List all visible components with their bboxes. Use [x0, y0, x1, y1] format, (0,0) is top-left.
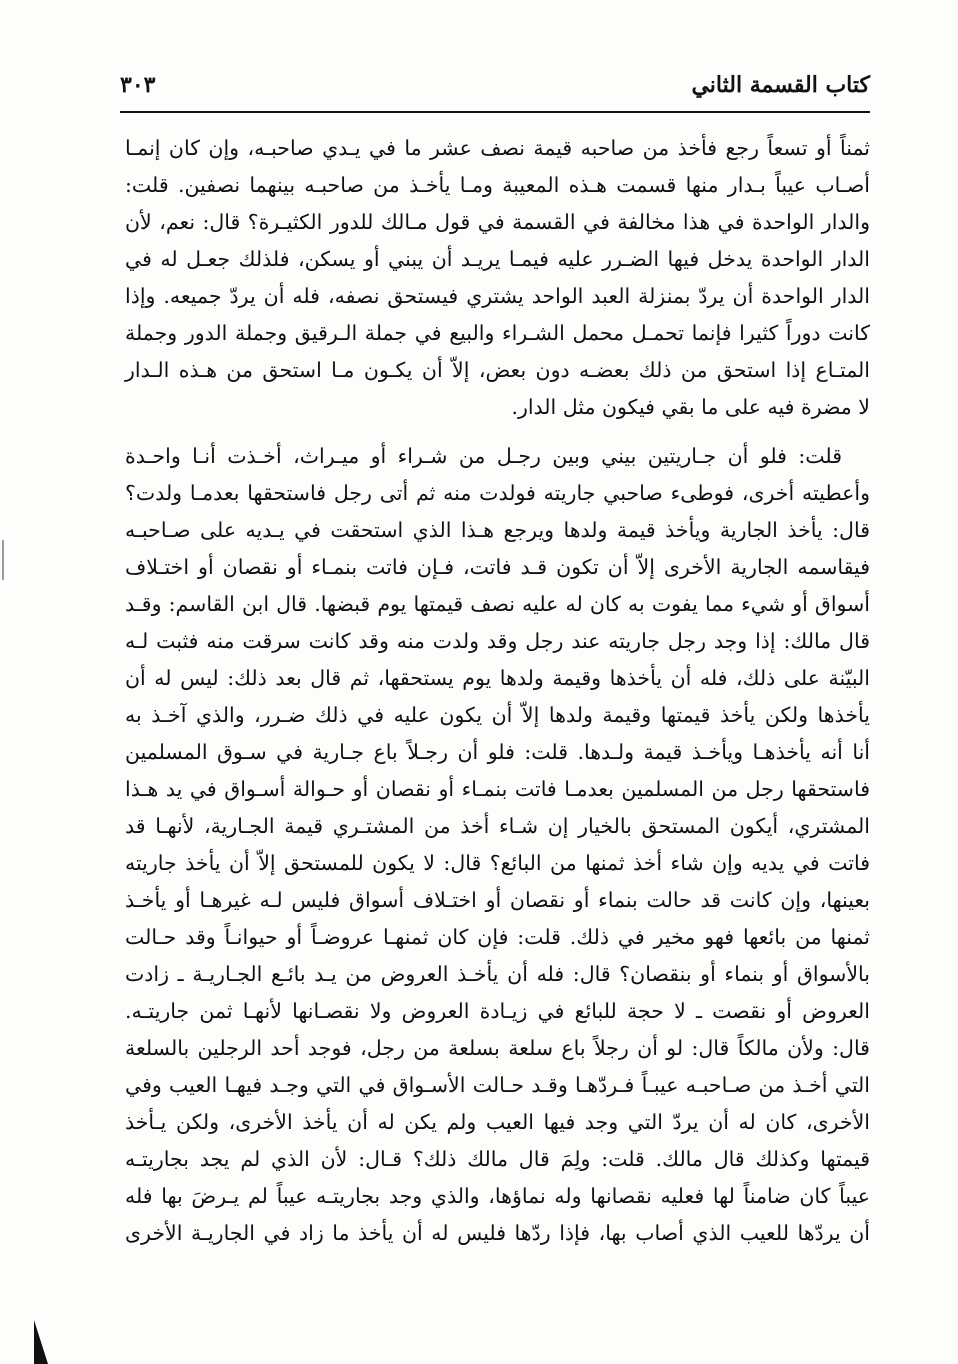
text-line: قيمتها وكذلك قال مالك. قلت: ولِمَ قال مالك ذلك؟ قـال: لأن الذي لم يجد بجاريتـه — [125, 1147, 870, 1171]
text-line: وأعطيته أخرى، فوطىء صاحبي جاريته فولدت منه ثم أتى رجل فاستحقها بعدمـا ولدت؟ — [125, 481, 870, 505]
text-line: قال: يأخذ الجارية ويأخذ قيمة ولدها ويرجع هـذا الذي استحقت في يـديه على صـاحبـه — [125, 518, 870, 542]
text-line: قلت: فلو أن جـاريتين بيني وبين رجـل من شـراء أو ميـراث، أخـذت أنـا واحـدة — [125, 444, 842, 468]
text-line: أصـاب عيباً بـدار منها قسمت هـذه المعيبة ومـا يأخـذ من صاحبـه بينهما نصفين. قلت: — [125, 173, 870, 197]
text-line: ثمنها من بائعها فهو مخير في ذلك. قلت: فإن كان ثمنهـا عروضـاً أو حيوانـاً وقد حـالت — [125, 925, 870, 949]
text-line: الأخرى، كان له أن يردّ التي وجد فيها العيب ولم يكن له أن يأخذ الأخرى، ولكن يـأخذ — [125, 1110, 870, 1134]
scan-margin-mark — [2, 540, 4, 580]
paragraph-1 — [125, 130, 870, 426]
text-line: العروض أو نقصت ـ لا حجة للبائع في زيـادة العروض ولا نقصـانها لأنهـا ثمن جاريتـه. — [125, 999, 870, 1023]
text-line: فيقاسمه الجارية الأخرى إلاّ أن تكون قـد فاتت، فـإن فاتت بنمـاء أو نقصان أو اختـلاف — [125, 555, 870, 579]
page-corner-mark — [34, 1320, 48, 1364]
header-rule — [120, 111, 870, 113]
body-text — [125, 130, 870, 1252]
text-line: البيّنة على ذلك، فله أن يأخذها وقيمة ولدها يوم يستحقها، ثم قال بعد ذلك: ليس له أن — [125, 666, 870, 690]
text-line: بالأسواق أو بنماء أو بنقصان؟ قال: فله أن يأخـذ العروض من يـد بائـع الجـاريـة ـ زادت — [125, 962, 870, 986]
page-header — [120, 68, 870, 108]
text-line: يأخذها ولكن يأخذ قيمتها وقيمة ولدها إلاّ أن يكون عليه في ذلك ضـرر، والذي آخـذ به — [125, 703, 870, 727]
text-line: المتـاع إذا استحق من ذلك بعضـه دون بعض، إلاّ أن يكـون مـا استحق من هـذه الـدار — [125, 358, 870, 382]
text-line: الدار الواحدة أن يردّ بمنزلة العبد الواحد يشتري فيستحق نصفه، فله أن يردّ جميعه. وإذا — [125, 284, 870, 308]
text-line: التي أخـذ من صـاحبـه عيبـاً فـردّهـا وقـد حـالت الأسـواق في التي وجـد فيهـا العيب وفي — [125, 1073, 870, 1097]
paragraph-2 — [125, 438, 870, 1252]
text-line: المشتري، أيكون المستحق بالخيار إن شـاء أخذ من المشتـري قيمة الجـارية، لأنهـا قد — [125, 814, 870, 838]
text-line: كانت دوراً كثيرا فإنما تحمـل محمل الشـراء والبيع في جملة الـرقيق وجملة الدور وجملة — [125, 321, 870, 345]
text-line: فاستحقها رجل من المسلمين بعدمـا فاتت بنمـاء أو نقصان أو حـوالة أسـواق في يد هـذا — [125, 777, 870, 801]
text-line: بعينها، وإن كانت قد حالت بنماء أو نقصان أو اختـلاف أسواق فليس لـه غيرهـا أو يأخـذ — [125, 888, 870, 912]
text-line: الدار الواحدة يدخل فيها الضـرر عليه فيمـا يريـد أن يبني أو يسكن، فلذلك جعـل له في — [125, 247, 870, 271]
text-line: قال: ولأن مالكاً قال: لو أن رجلاً باع سلعة بسلعة من رجل، فوجد أحد الرجلين بالسلعة — [125, 1036, 870, 1060]
text-line: والدار الواحدة في هذا مخالفة في القسمة في قول مـالك للدور الكثيـرة؟ قال: نعم، لأن — [125, 210, 870, 234]
text-line: قال مالك: إذا وجد رجل جاريته عند رجل وقد ولدت منه وقد كانت سرقت منه فثبت لـه — [125, 629, 870, 653]
page-number: ٣٠٣ — [120, 72, 156, 98]
text-line: أن يردّها للعيب الذي أصاب بها، فإذا ردّها فليس له أن يأخذ ما زاد في الجاريـة الأخرى — [125, 1221, 870, 1245]
text-line: فاتت في يديه وإن شاء أخذ ثمنها من البائع؟ قال: لا يكون للمستحق إلاّ أن يأخذ جاريته — [125, 851, 870, 875]
text-line: عيباً كان ضامناً لها فعليه نقصانها وله نماؤها، والذي وجد بجاريتـه عيباً لم يـرضَ بها فله — [125, 1184, 870, 1208]
text-line: لا مضرة فيه على ما بقي فيكون مثل الدار. — [511, 395, 870, 419]
text-line: ثمناً أو تسعاً رجع فأخذ من صاحبه قيمة نصف عشر ما في يـدي صاحبـه، وإن كان إنمـا — [125, 136, 870, 160]
running-title: كتاب القسمة الثاني — [691, 72, 870, 98]
text-line: أسواق أو شيء مما يفوت به كان له عليه نصف قيمتها يوم قبضها. قال ابن القاسم: وقـد — [125, 592, 870, 616]
text-line: أنا أنه يأخذهـا ويأخـذ قيمة ولـدها. قلت: فلو أن رجـلاً باع جـارية في سـوق المسلمين — [125, 740, 870, 764]
